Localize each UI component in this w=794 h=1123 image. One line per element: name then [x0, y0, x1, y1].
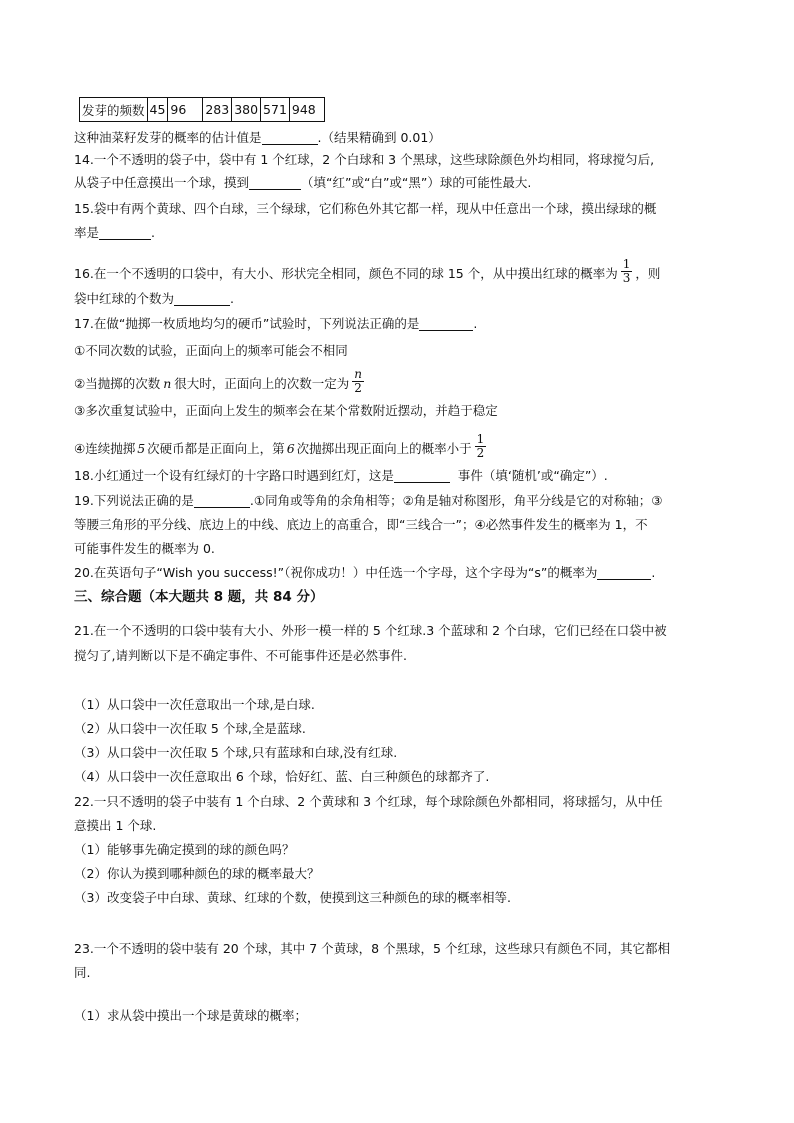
answer-blank[interactable] [262, 130, 318, 145]
q21-line2: 搅匀了,请判断以下是不确定事件、不可能事件还是必然事件. [74, 648, 407, 663]
q17-option4: ④连续抛掷 5 次硬币都是正面向上，第 6 次抛掷出现正面向上的概率小于 $\frac{1}{2}$ [74, 432, 485, 460]
q18-line: 18.小红通过一个设有红绿灯的十字路口时遇到红灯，这是 事件（填‘随机’或“确定”）. [74, 468, 608, 483]
fraction-n-over-2: $\frac{n}{2}$ [354, 367, 362, 395]
answer-blank[interactable] [419, 316, 473, 331]
answer-blank[interactable] [99, 225, 151, 240]
q20-line: 20.在英语句子“Wish you success!”（祝你成功！）中任选一个字母，这个字母为“s”的概率为 . [74, 565, 656, 580]
q21-sub4: （4）从口袋中一次任意取出 6 个球，恰好红、蓝、白三种颜色的球都齐了. [74, 769, 490, 784]
table-header-cell: 发芽的频数 [80, 98, 148, 122]
q23-line2: 同. [74, 965, 91, 980]
q22-sub2: （2）你认为摸到哪种颜色的球的概率最大？ [74, 866, 320, 881]
q17-option2: ②当抛掷的次数 n 很大时，正面向上的次数一定为 $\frac{n}{2}$ [74, 367, 362, 395]
section-title: 三、综合题（本大题共 8 题，共 84 分） [74, 589, 324, 605]
q23-line1: 23.一个不透明的袋中装有 20 个球，其中 7 个黄球，8 个黑球，5 个红球，这些球只有颜色不同，其它都相 [74, 941, 670, 956]
answer-blank[interactable] [597, 565, 651, 580]
q19-line1: 19.下列说法正确的是 .①同角或等角的余角相等；②角是轴对称图形，角平分线是它的对称轴；③ [74, 493, 663, 508]
answer-blank[interactable] [249, 175, 301, 190]
q22-line1: 22.一只不透明的袋子中装有 1 个白球、2 个黄球和 3 个红球，每个球除颜色外都相同，将球摇匀，从中任 [74, 794, 663, 809]
q21-line1: 21.在一个不透明的口袋中装有大小、外形一模一样的 5 个红球.3 个蓝球和 2 个白球，它们已经在口袋中被 [74, 623, 667, 638]
q16-line2: 袋中红球的个数为 . [74, 291, 234, 306]
q17-option3: ③多次重复试验中，正面向上发生的频率会在某个常数附近摆动，并趋于稳定 [74, 403, 498, 418]
table-cell: 571 [261, 98, 290, 122]
fraction-one-half: $\frac{1}{2}$ [476, 432, 485, 460]
q21-sub3: （3）从口袋中一次任取 5 个球,只有蓝球和白球,没有红球. [74, 745, 398, 760]
q22-line2: 意摸出 1 个球. [74, 818, 157, 833]
germination-table [79, 97, 325, 122]
q21-sub2: （2）从口袋中一次任取 5 个球,全是蓝球. [74, 721, 306, 736]
q17-line1: 17.在做“抛掷一枚质地均匀的硬币”试验时，下列说法正确的是 . [74, 316, 478, 331]
q19-line2: 等腰三角形的平分线、底边上的中线、底边上的高重合，即“三线合一”；④必然事件发生的概率为 1，不 [74, 517, 648, 532]
q14-line2: 从袋子中任意摸出一个球，摸到 （填“红”或“白”或“黑”）球的可能性最大. [74, 175, 532, 190]
table-row [80, 98, 325, 122]
answer-blank[interactable] [194, 493, 250, 508]
fraction-one-third: $\frac{1}{3}$ [622, 257, 631, 285]
table-cell: 948 [289, 98, 324, 122]
table-cell: 283 [203, 98, 232, 122]
q21-sub1: （1）从口袋中一次任意取出一个球,是白球. [74, 697, 315, 712]
q13-estimate-line: 这种油菜籽发芽的概率的估计值是 .（结果精确到 0.01） [74, 130, 441, 145]
q15-line1: 15.袋中有两个黄球、四个白球，三个绿球，它们称色外其它都一样，现从中任意出一个球，摸出绿球的概 [74, 201, 657, 216]
table-cell: 96 [168, 98, 203, 122]
table-cell: 380 [232, 98, 261, 122]
q14-line1: 14.一个不透明的袋子中，袋中有 1 个红球，2 个白球和 3 个黑球，这些球除颜色外均相同，将球搅匀后, [74, 152, 655, 167]
q22-sub3: （3）改变袋子中白球、黄球、红球的个数，使摸到这三种颜色的球的概率相等. [74, 890, 511, 905]
q19-line3: 可能事件发生的概率为 0. [74, 541, 215, 556]
q17-option1: ①不同次数的试验，正面向上的频率可能会不相同 [74, 343, 348, 358]
q15-line2: 率是 . [74, 225, 155, 240]
answer-blank[interactable] [174, 291, 230, 306]
q16-line1: 16.在一个不透明的口袋中，有大小、形状完全相同，颜色不同的球 15 个，从中摸出红球的概率为 $\frac{1}{3}$ ，则 [74, 257, 661, 285]
q23-sub1: （1）求从袋中摸出一个球是黄球的概率； [74, 1008, 307, 1023]
q22-sub1: （1）能够事先确定摸到的球的颜色吗？ [74, 842, 295, 857]
table-cell: 45 [147, 98, 168, 122]
answer-blank[interactable] [394, 468, 450, 483]
